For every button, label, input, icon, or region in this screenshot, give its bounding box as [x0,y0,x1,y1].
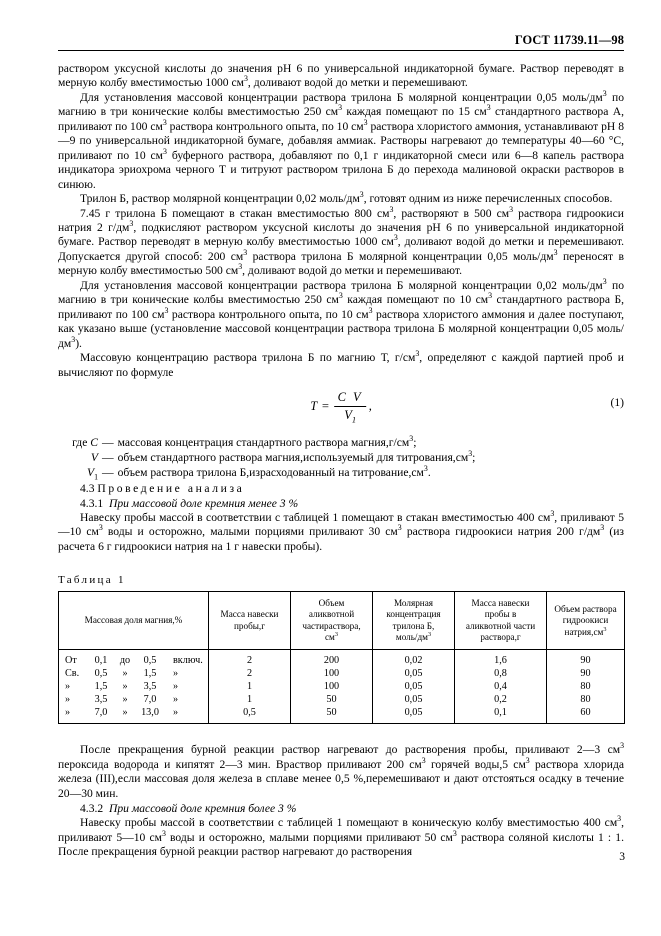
cell-naoh-volume: 60 [547,706,625,724]
definition-row [58,450,624,465]
superscript: 3 [468,449,473,459]
superscript: 3 [423,464,428,474]
superscript: 3 [359,190,364,200]
definition-dash: — [102,435,114,449]
text-run: Массовую концентрацию раствора трилона Б по магнию Т, г/см [80,351,416,365]
cell-mass-fraction-range: » 3,5 » 7,0 » [59,693,209,706]
text-run: стандартного раствора А, приливают по 100 см [58,105,624,133]
cell-aliquot-volume: 100 [291,667,373,680]
table-body [59,650,625,724]
cell-sample-mass: 2 [209,667,291,680]
cell-mass-fraction-range: » 1,5 » 3,5 » [59,680,209,693]
text-run: воды и осторожно, малыми порциями приливают 50 см [165,830,453,844]
cell-sample-mass: 1 [209,693,291,706]
text-run: каждая помещают по 15 см [342,105,487,119]
section-number: 4.3.1 [80,496,104,510]
table-row [59,680,625,693]
text-run: раствором уксусной кислоты до значения pH 6 по универсальной индикаторной бумаге. Раствор переводят в мерную колбу вместимостью 1000 см [58,62,624,90]
superscript: 3 [238,262,243,272]
text-run: , доливают водой до метки и перемешивают. [242,264,463,278]
paragraph-preparation-745 [58,204,624,279]
table-row [59,650,625,668]
variable-symbol: C [90,435,98,449]
text-run: раствора трилона Б молярной концентрации 0,05 моль/дм [247,249,554,263]
cell-aliquot-volume: 200 [291,650,373,668]
table-caption: Таблица 1 [58,574,126,587]
cell-mass-in-aliquot: 1,6 [455,650,547,668]
definition-dash: — [102,466,114,480]
formula-denominator-subscript: 1 [351,414,357,425]
cell-mass-fraction-range: Св. 0,5 » 1,5 » [59,667,209,680]
text-run: , приливают 5—10 см [58,510,624,539]
text-run: , приливают 5—10 см [58,816,624,844]
variable-label [58,450,98,465]
text-run: раствора контрольного опыта, по 10 см [166,119,364,133]
formula-block [58,390,624,426]
table-header [59,592,625,650]
superscript: 3 [550,509,555,519]
paragraph-titration-setup [58,91,624,192]
cell-mass-in-aliquot: 0,8 [455,667,547,680]
superscript: 3 [488,291,493,301]
column-header-aliquot-volume: Объем аликвотной частираствора, $см^3$ [291,592,373,650]
section-title: При массовой доле кремния более 3 % [108,802,297,816]
text-run: раствора соляной кислоты 1 : 1. После прекращения бурной реакции раствор нагревают до растворения [58,830,624,859]
superscript: 3 [243,74,248,84]
formula-numerator: C V [335,390,366,407]
paragraph-formula-intro [58,351,624,380]
text-run: Навеску пробы массой в соответствии с таблицей 1 помещают в стакан вместимостью 400 см [80,510,551,524]
superscript: 3 [98,523,103,533]
superscript: 3 [334,631,339,639]
text-run: , доливают водой до метки и перемешивают. [247,76,468,90]
text-run: по магнию в три конические колбы вместимостью 250 см [58,278,624,307]
column-header-sample-mass: Масса навески пробы,г [209,592,291,650]
variable-symbol: V [90,451,98,465]
text-run: Для установления массовой концентрации раствора трилона Б молярной концентрации 0,05 моль/дм [80,90,603,104]
text-run: воды и осторожно, малыми порциями приливают 30 см [102,525,398,539]
text-run: буферного раствора, добавляют по 0,1 г индикаторной смеси или 6—8 капель раствора индикатора эриохрома черного Т и титруют раствором трилона Б до перехода малиновой окраски растворов в синюю. [58,148,625,191]
sample-parameters-table [58,591,625,724]
superscript: 3 [602,276,607,286]
formula-denominator [341,407,359,423]
document-content [58,62,624,860]
superscript: 3 [162,117,167,127]
text-run: горячей воды,5 см [425,757,526,771]
superscript: 3 [603,625,607,633]
column-header-molar-concentration: Молярная концентрация трилона Б, моль/$дм^3$ [373,592,455,650]
section-heading-43 [58,481,624,496]
definition-text: массовая концентрация стандартного раствора $магния,г/см^3$; [117,434,417,449]
text-run: раствора хлористого аммония и далее поступают, как указано выше (установление массовой концентрации раствора трилона Б молярной концентрации 0,05 моль/дм [58,307,624,350]
cell-mass-in-aliquot: 0,4 [455,680,547,693]
superscript: 3 [164,305,169,315]
superscript: 3 [415,349,420,359]
text-run: раствора контрольного опыта, по 10 см [168,307,369,321]
cell-sample-mass: 2 [209,650,291,668]
superscript: 3 [163,146,167,156]
text-run: стандартного раствора Б, приливают по 100 см [58,293,624,321]
superscript: 3 [602,89,607,99]
cell-naoh-volume: 90 [547,667,625,680]
cell-molar-concentration: 0,05 [373,693,455,706]
cell-naoh-volume: 80 [547,680,625,693]
cell-aliquot-volume: 100 [291,680,373,693]
text-run: , растворяют в 500 см [393,206,510,220]
text-run: раствора хлористого аммония, устанавливают pH 8—9 по универсальной индикаторной бумаге, добавляя аммиак. Растворы нагревают до температуры 40—60 °С, приливают по 10 см [58,119,624,162]
page-number: 3 [619,850,625,863]
superscript: 3 [427,631,432,639]
definition-row [58,465,624,480]
cell-mass-in-aliquot: 0,2 [455,693,547,706]
cell-aliquot-volume: 50 [291,706,373,724]
section-number: 4.3 [80,481,95,495]
superscript: 3 [409,434,414,444]
superscript: 3 [129,219,134,229]
formula-denominator-symbol: V [344,407,352,422]
formula-equals: = [321,398,330,413]
paragraph-continuation [58,62,624,91]
table-header-row [59,592,625,650]
cell-molar-concentration: 0,02 [373,650,455,668]
superscript: 3 [452,828,457,838]
text-run: , определяют с каждой партией проб и вычисляют по формуле [58,351,624,379]
superscript: 3 [338,291,343,301]
formula-lhs: T [310,398,318,413]
text-run: , подкисляют раствором уксусной кислоты до значения pH 6 по универсальной индикаторной бумаге. Раствор переводят в мерную колбу вместимостью 1000 см [58,220,624,249]
section-title: Проведение анализа [97,481,245,495]
paragraph-concentration-002 [58,276,624,351]
text-run: , доливают водой до метки и перемешивают. Допускается другой способ: 200 см [58,235,624,263]
superscript: 3 [397,523,402,533]
text-run: 7.45 г трилона Б помещают в стакан вместимостью 800 см [80,206,390,220]
page-header [58,34,624,51]
superscript: 3 [486,103,491,113]
cell-molar-concentration: 0,05 [373,680,455,693]
table-row [59,667,625,680]
table-row [59,706,625,724]
superscript: 3 [71,334,76,344]
text-run: пероксида водорода и кипятят 2—3 мин. Враствор приливают 200 см [58,757,422,771]
text-run: , готовят одним из ниже перечисленных способов. [363,192,613,206]
definition-dash: — [102,451,114,465]
formula-variable-definitions [58,435,624,481]
section-title: При массовой доле кремния менее 3 % [108,496,299,510]
where-label: где C [72,435,98,449]
cell-naoh-volume: 90 [547,650,625,668]
superscript: 3 [243,248,248,258]
superscript: 3 [509,204,514,214]
text-run: раствора гидроокиси натрия 2 г/дм [58,206,624,234]
section-heading-431 [58,496,624,511]
cell-molar-concentration: 0,05 [373,667,455,680]
text-run: по магнию в три конические колбы вместимостью 250 см [58,90,624,119]
text-run: переносят в мерную колбу вместимостью 500 см [58,249,624,278]
paragraph-sample-prep-low-si [58,511,624,554]
text-run: раствора хлорида железа (III),если массовая доля железа в сплаве менее 0,5 %,перемешивают и дают отстояться осадку в течение 20—30 мин. [58,757,624,800]
cell-aliquot-volume: 50 [291,693,373,706]
text-run: (из расчета 6 г гидроокиси натрия на 1 г навески пробы). [58,525,624,553]
formula-expression [310,390,372,423]
formula-comma: , [368,398,372,413]
superscript: 3 [620,741,624,751]
paragraph-trilon-b [58,192,624,206]
section-heading-432 [58,801,624,816]
paragraph-after-reaction [58,743,624,801]
cell-mass-in-aliquot: 0,1 [455,706,547,724]
superscript: 3 [363,117,368,127]
superscript: 3 [600,523,605,533]
variable-label [58,465,98,480]
cell-mass-fraction-range: От 0,1 до 0,5 включ. [59,650,209,668]
superscript: 3 [389,204,394,214]
superscript: 3 [525,755,530,765]
superscript: 3 [553,248,558,258]
variable-subscript: 1 [94,472,98,482]
definition-text: объем стандартного раствора магния,используемый для $титрования,см^3$; [117,449,476,465]
text-run: каждая помещают по 10 см [342,293,489,307]
paragraph-sample-prep-high-si [58,816,624,859]
formula-fraction [335,390,366,423]
superscript: 3 [368,305,373,315]
text-run: После прекращения бурной реакции раствор нагревают до растворения пробы, приливают 2—3 см [80,743,621,757]
formula-number: (1) [610,395,624,409]
cell-sample-mass: 0,5 [209,706,291,724]
header-divider [58,50,624,51]
text-run: Навеску пробы массой в соответствии с таблицей 1 помещают в коническую колбу вместимостью 400 см [80,816,618,830]
cell-mass-fraction-range: » 7,0 » 13,0 » [59,706,209,724]
text-run: раствора гидроокиси натрия 200 г/дм [401,525,601,539]
definition-row [58,435,624,450]
text-run: Для установления массовой концентрации раствора трилона Б молярной концентрации 0,02 моль/дм [80,278,603,292]
table-wrapper [58,591,624,724]
cell-naoh-volume: 80 [547,693,625,706]
superscript: 3 [338,103,343,113]
text-run: Трилон Б, раствор молярной концентрации 0,02 моль/дм [80,192,360,206]
standard-number: ГОСТ 11739.11—98 [514,33,624,47]
superscript: 3 [617,814,622,824]
column-header-naoh-volume: Объем раствора гидроокиси $натрия,см^3$ [547,592,625,650]
cell-sample-mass: 1 [209,680,291,693]
superscript: 3 [393,233,398,243]
definition-text: объем раствора трилона Б,израсходованный на $титрование,см^3$. [117,464,431,480]
table-row [59,693,625,706]
column-header-mass-in-aliquot: Масса навески пробы в аликвотной части раствора,г [455,592,547,650]
superscript: 3 [161,828,166,838]
text-run: ). [75,336,82,350]
section-number: 4.3.2 [80,802,104,816]
column-header-mass-fraction: Массовая доля магния,% [59,592,209,650]
cell-molar-concentration: 0,05 [373,706,455,724]
variable-symbol: V [86,466,95,480]
superscript: 3 [421,755,426,765]
